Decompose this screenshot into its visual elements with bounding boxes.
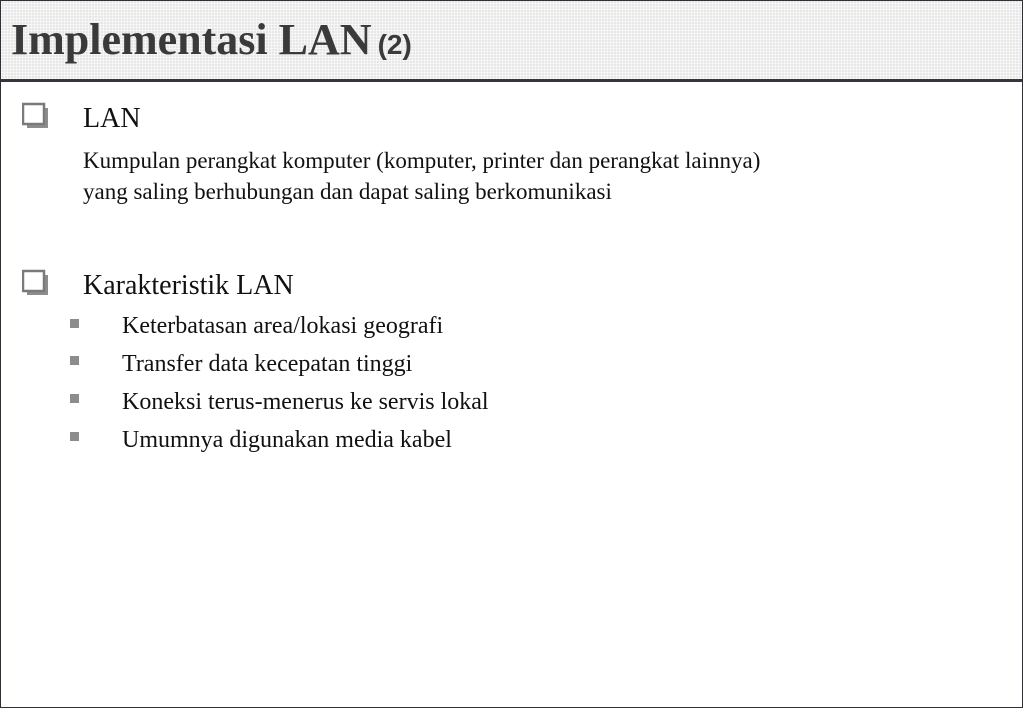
section-heading-karakteristik-lan: Karakteristik LAN — [83, 270, 294, 301]
square-bullet-icon — [70, 394, 79, 403]
title-bar — [1, 1, 1022, 82]
slide-title-suffix: (2) — [377, 29, 412, 60]
list-item: Koneksi terus-menerus ke servis lokal — [122, 389, 489, 415]
hollow-square-bullet-icon — [22, 102, 52, 130]
slide-title — [11, 13, 412, 72]
square-bullet-icon — [70, 432, 79, 441]
list-item: Keterbatasan area/lokasi geografi — [122, 313, 444, 339]
hollow-square-bullet-icon — [22, 269, 52, 297]
list-item: Umumnya digunakan media kabel — [122, 427, 452, 453]
square-bullet-icon — [70, 356, 79, 365]
section-heading-lan: LAN — [83, 103, 141, 134]
square-bullet-icon — [70, 319, 79, 328]
lan-description-line-1: Kumpulan perangkat komputer (komputer, printer dan perangkat lainnya) — [83, 148, 761, 173]
list-item: Transfer data kecepatan tinggi — [122, 351, 413, 377]
lan-description-line-2: yang saling berhubungan dan dapat saling berkomunikasi — [83, 179, 612, 204]
slide-title-text: Implementasi LAN — [11, 15, 372, 64]
